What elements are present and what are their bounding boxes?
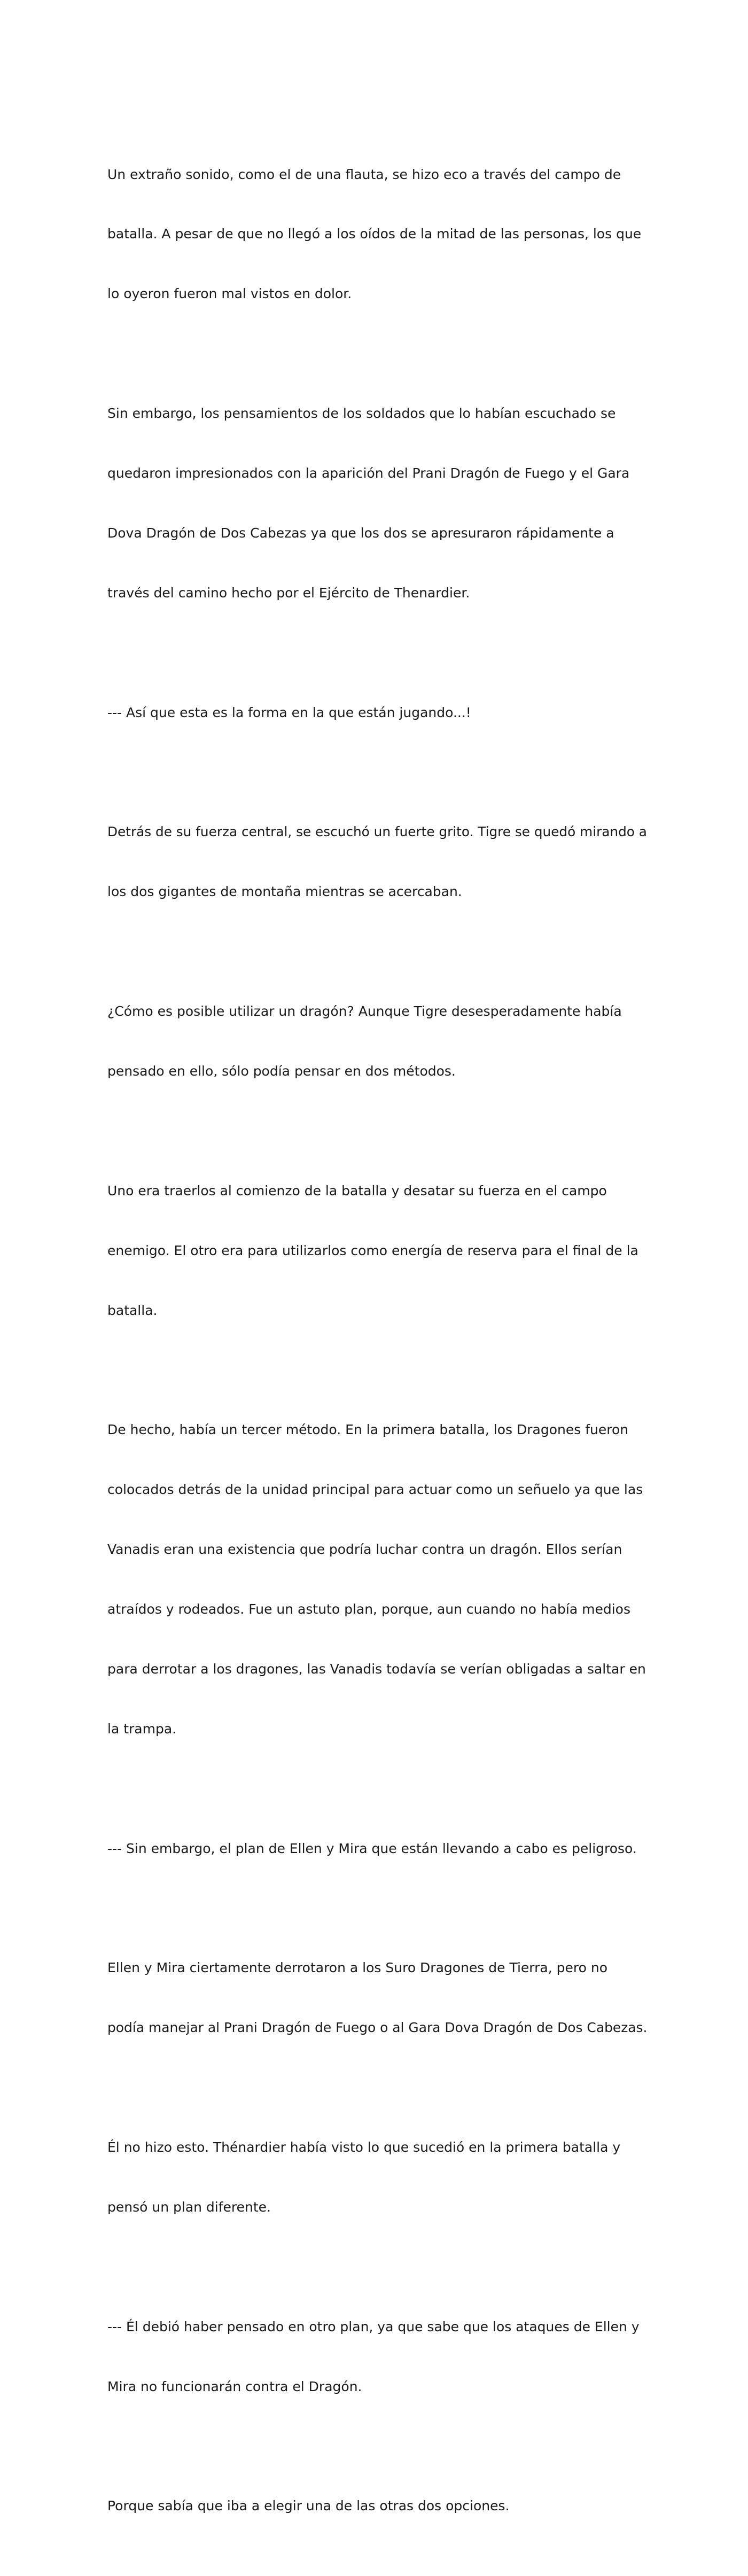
paragraph — [107, 1918, 647, 2077]
text-line: atraídos y rodeados. Fue un astuto plan, porque, aun cuando no había medios — [107, 1601, 630, 1617]
paragraph — [107, 2456, 647, 2556]
text-line: enemigo. El otro era para utilizarlos como energía de reserva para el final de la — [107, 1242, 638, 1258]
text-line: lo oyeron fueron mal vistos en dolor. — [107, 286, 352, 302]
paragraph — [107, 782, 647, 941]
text-line: Ellen y Mira ciertamente derrotaron a los Suro Dragones de Tierra, pero no — [107, 1960, 607, 1976]
text-line: --- Él debió haber pensado en otro plan, ya que sabe que los ataques de Ellen y — [107, 2318, 640, 2334]
text-line: batalla. — [107, 1302, 158, 1318]
paragraph — [107, 2277, 647, 2436]
text-line: los dos gigantes de montaña mientras se acercaban. — [107, 884, 462, 900]
text-line: pensó un plan diferente. — [107, 2199, 271, 2215]
text-line: --- Así que esta es la forma en la que están jugando...! — [107, 704, 471, 720]
paragraph — [107, 364, 647, 643]
text-line: Él no hizo esto. Thénardier había visto lo que sucedió en la primera batalla y — [107, 2139, 621, 2155]
text-line: Uno era traerlos al comienzo de la batalla y desatar su fuerza en el campo — [107, 1182, 607, 1198]
text-line: pensado en ello, sólo podía pensar en dos métodos. — [107, 1063, 456, 1079]
text-line: la trampa. — [107, 1721, 177, 1737]
text-line: podía manejar al Prani Dragón de Fuego o al Gara Dova Dragón de Dos Cabezas. — [107, 2020, 648, 2036]
text-line: colocados detrás de la unidad principal para actuar como un señuelo ya que las — [107, 1482, 643, 1498]
text-line: De hecho, había un tercer método. En la primera batalla, los Dragones fueron — [107, 1422, 629, 1438]
paragraph — [107, 1799, 647, 1898]
paragraph — [107, 663, 647, 762]
text-line: Vanadis eran una existencia que podría luchar contra un dragón. Ellos serían — [107, 1542, 622, 1558]
text-line: quedaron impresionados con la aparición del Prani Dragón de Fuego y el Gara — [107, 465, 630, 481]
text-line: Sin embargo, los pensamientos de los soldados que lo habían escuchado se — [107, 406, 616, 422]
text-line: Un extraño sonido, como el de una flauta, se hizo eco a través del campo de — [107, 166, 621, 182]
paragraph — [107, 124, 647, 344]
document-body — [107, 124, 647, 2576]
text-line: --- Sin embargo, el plan de Ellen y Mira que están llevando a cabo es peligroso. — [107, 1840, 637, 1856]
paragraph — [107, 1141, 647, 1360]
paragraph — [107, 2097, 647, 2256]
text-line: través del camino hecho por el Ejército de Thenardier. — [107, 585, 470, 601]
text-line: Dova Dragón de Dos Cabezas ya que los dos se apresuraron rápidamente a — [107, 525, 614, 541]
text-line: Detrás de su fuerza central, se escuchó un fuerte grito. Tigre se quedó mirando a — [107, 824, 647, 840]
text-line: Porque sabía que iba a elegir una de las otras dos opciones. — [107, 2498, 510, 2514]
paragraph — [107, 1380, 647, 1779]
text-line: ¿Cómo es posible utilizar un dragón? Aunque Tigre desesperadamente había — [107, 1003, 622, 1019]
text-line: batalla. A pesar de que no llegó a los oídos de la mitad de las personas, los que — [107, 226, 642, 242]
text-line: para derrotar a los dragones, las Vanadis todavía se verían obligadas a saltar en — [107, 1661, 646, 1677]
text-line: Mira no funcionarán contra el Dragón. — [107, 2378, 362, 2394]
paragraph — [107, 961, 647, 1120]
